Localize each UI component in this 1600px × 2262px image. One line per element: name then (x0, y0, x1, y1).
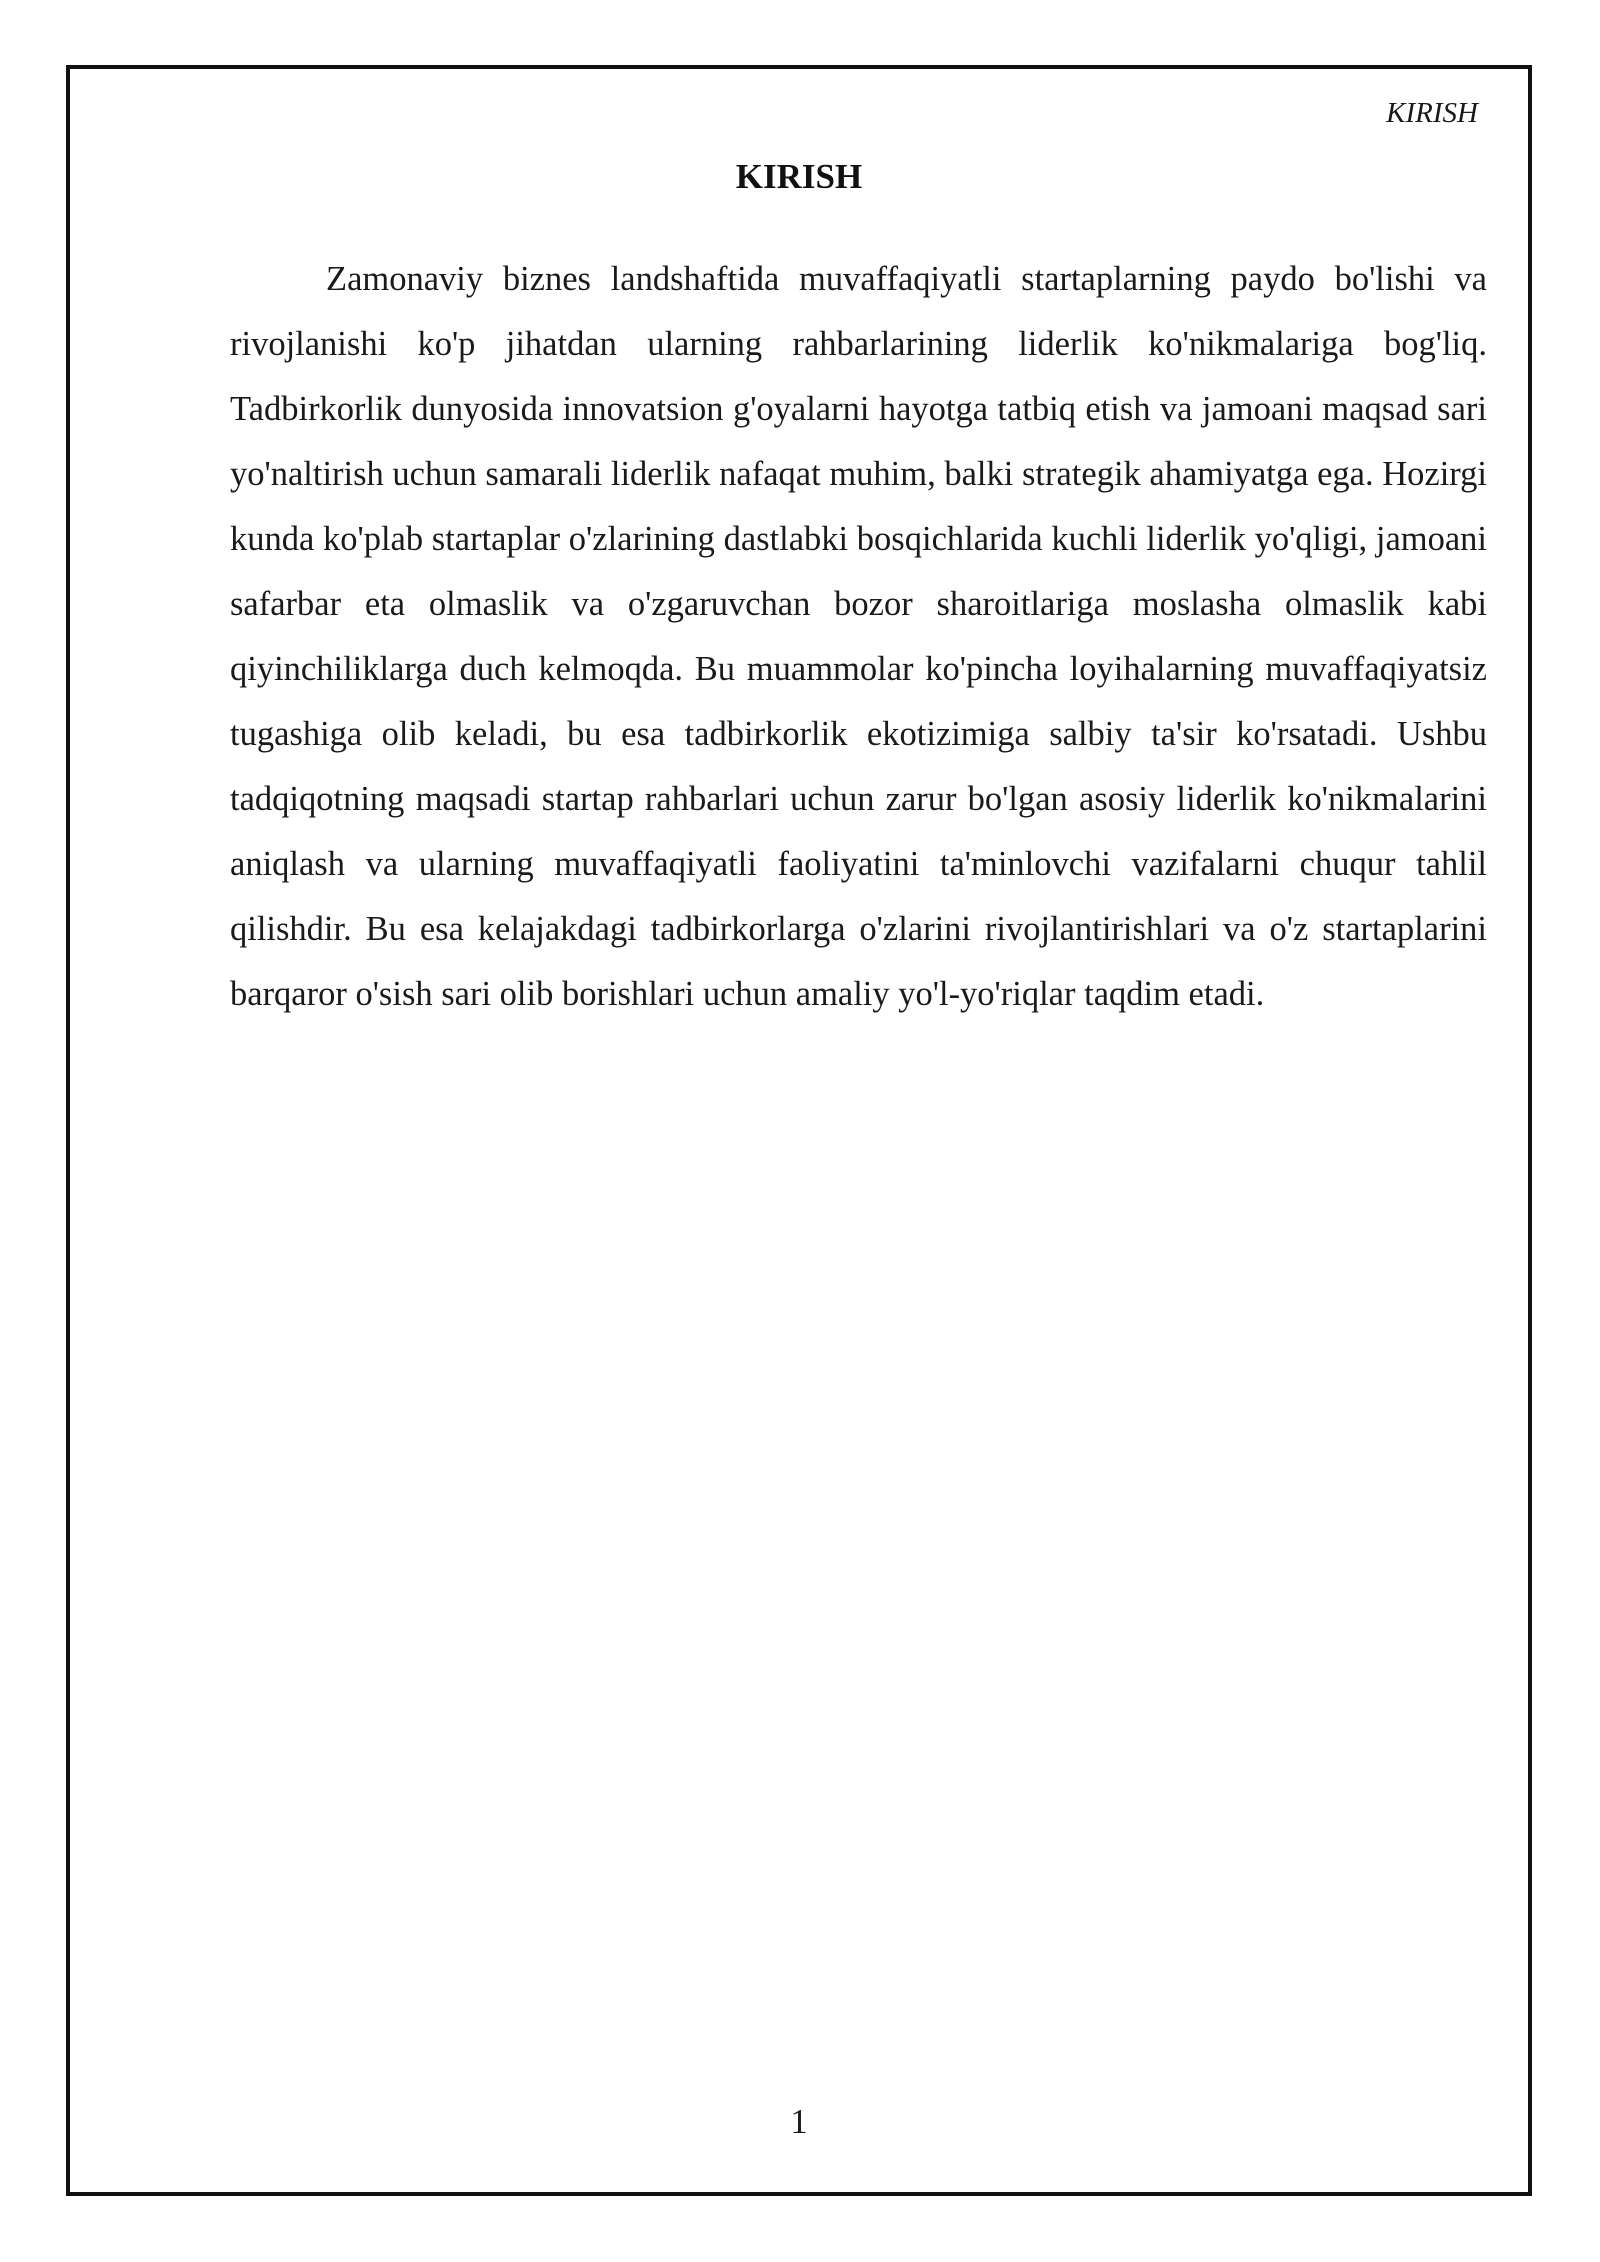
page-number: 1 (790, 2102, 808, 2141)
body-text (230, 247, 1487, 1027)
running-header: KIRISH (1386, 97, 1478, 129)
page-border-frame (66, 65, 1532, 2196)
intro-paragraph: Zamonaviy biznes landshaftida muvaffaqiyatli startaplarning paydo bo'lishi va rivojlanishi ko'p jihatdan ularning rahbarlarining liderlik ko'nikmalariga bog'liq. Tadbirkorlik dunyosida innovatsion g'oyalarni hayotga tatbiq etish va jamoani maqsad sari yo'naltirish uchun samarali liderlik nafaqat muhim, balki strategik ahamiyatga ega. Hozirgi kunda ko'plab startaplar o'zlarining dastlabki bosqichlarida kuchli liderlik yo'qligi, jamoani safarbar eta olmaslik va o'zgaruvchan bozor sharoitlariga moslasha olmaslik kabi qiyinchiliklarga duch kelmoqda. Bu muammolar ko'pincha loyihalarning muvaffaqiyatsiz tugashiga olib keladi, bu esa tadbirkorlik ekotizimiga salbiy ta'sir ko'rsatadi. Ushbu tadqiqotning maqsadi startap rahbarlari uchun zarur bo'lgan asosiy liderlik ko'nikmalarini aniqlash va ularning muvaffaqiyatli faoliyatini ta'minlovchi vazifalarni chuqur tahlil qilishdir. Bu esa kelajakdagi tadbirkorlarga o'zlarini rivojlantirishlari va o'z startaplarini barqaror o'sish sari olib borishlari uchun amaliy yo'l-yo'riqlar taqdim etadi. (230, 260, 1487, 1013)
section-title: KIRISH (735, 157, 863, 196)
